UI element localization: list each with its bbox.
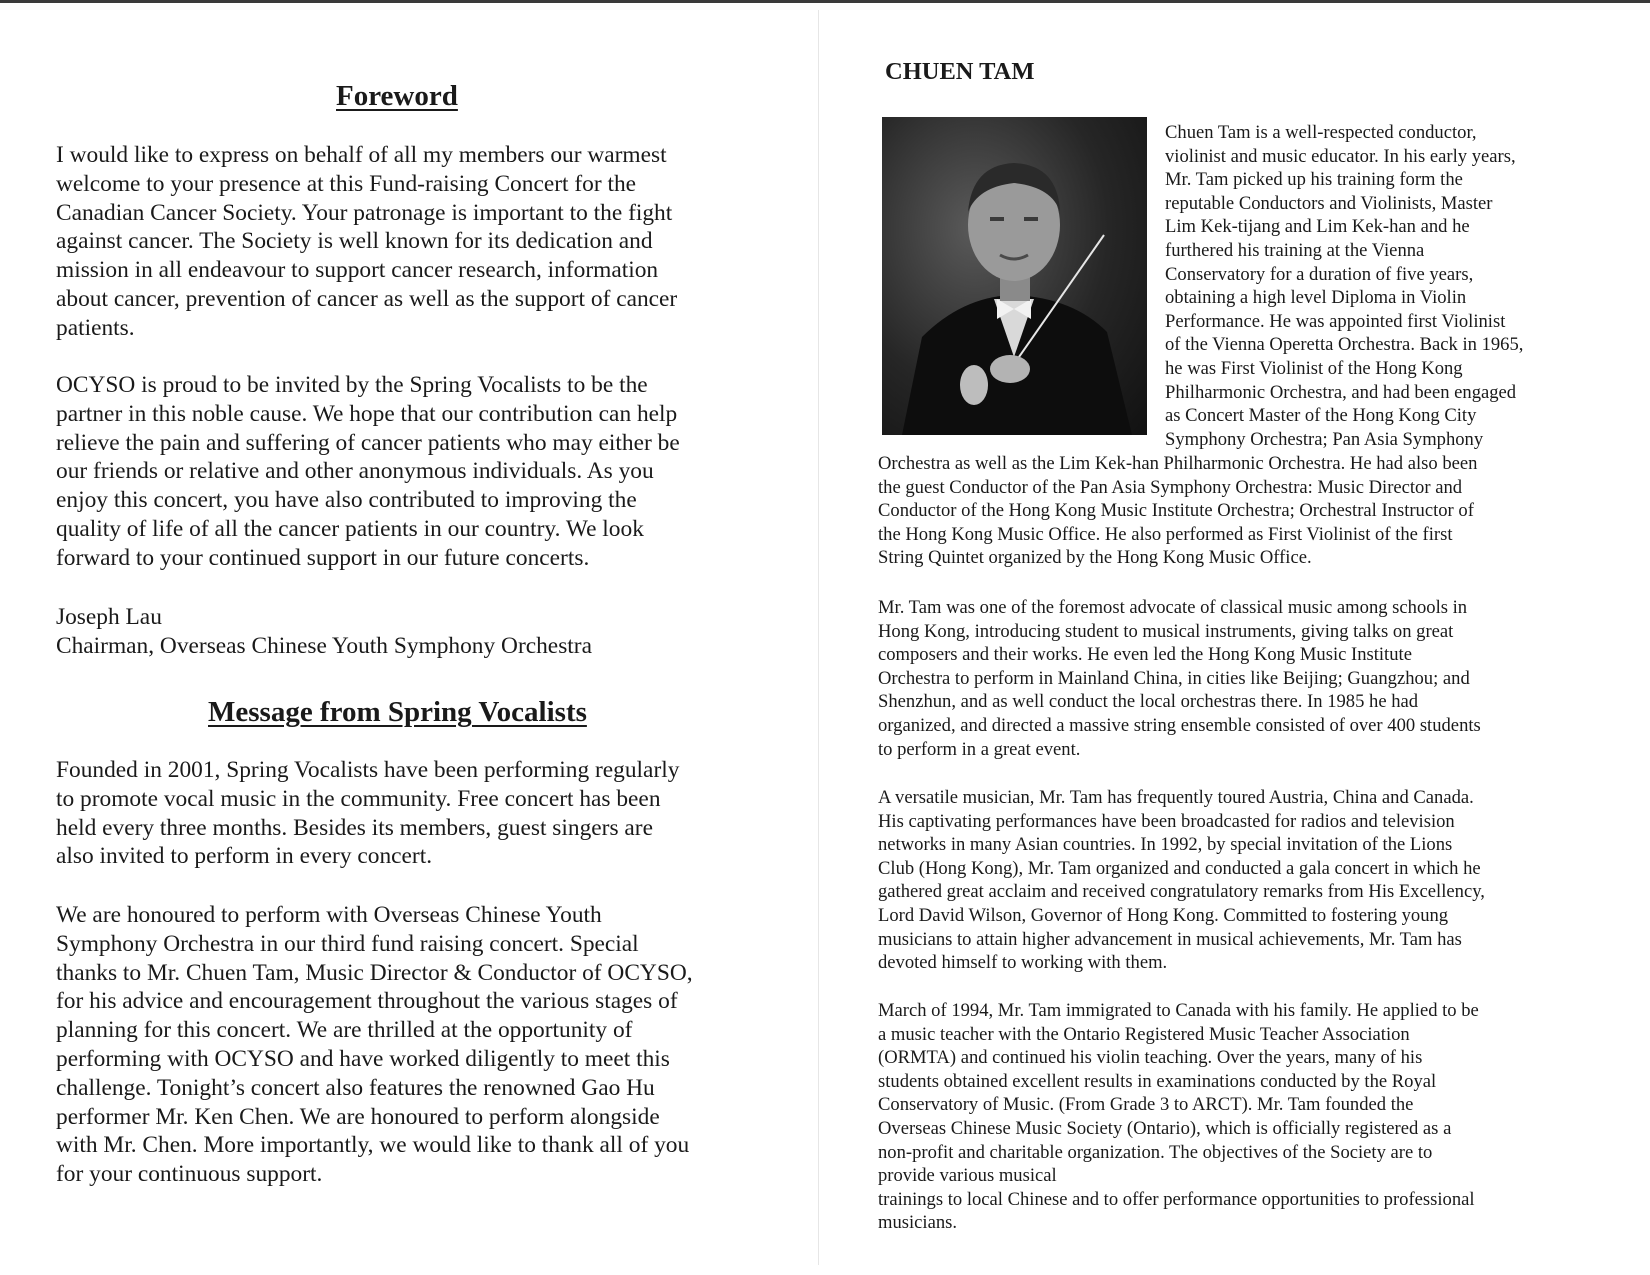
- bio-intro-continuation: Orchestra as well as the Lim Kek-han Philharmonic Orchestra. He had also been the guest Conductor of the Pan Asia Symphony Orchestra: Music Director and Conductor of the Hong Kong Music Institute Orchestra; Orchestral Instructor of the Hong Kong Music Office. He also performed as First Violinist of the first String Quintet organized by the Hong Kong Music Office.: [878, 453, 1478, 569]
- bio-paragraph: March of 1994, Mr. Tam immigrated to Canada with his family. He applied to be a music teacher with the Ontario Registered Music Teacher Association (ORMTA) and continued his violin teaching. Over the years, many of his students obtained excellent results in examinations conducted by the Royal Conservatory of Music. (From Grade 3 to ARCT). Mr. Tam founded the Overseas Chinese Music Society (Ontario), which is officially registered as a non-profit and charitable organization. The objectives of the Society are to provide various musical trainings to local Chinese and to offer performance opportunities to professional musicians.: [878, 1000, 1479, 1234]
- message-heading: Message from Spring Vocalists: [208, 696, 587, 728]
- message-paragraph: We are honoured to perform with Overseas Chinese Youth Symphony Orchestra in our third fund raising concert. Special thanks to Mr. Chuen Tam, Music Director & Conductor of OCYSO, for his advice and encouragement throughout the various stages of planning for this concert. We are thrilled at the opportunity of performing with OCYSO and have worked diligently to meet this challenge. Tonight’s concert also features the renowned Gao Hu performer Mr. Ken Chen. We are honoured to perform alongside with Mr. Chen. More importantly, we would like to thank all of you for your continuous support.: [56, 902, 693, 1188]
- conductor-photo: [882, 117, 1147, 435]
- left-page: [0, 0, 815, 1275]
- foreword-paragraph: OCYSO is proud to be invited by the Spring Vocalists to be the partner in this noble cause. We hope that our contribution can help relieve the pain and suffering of cancer patients who may either be our friends or relative and other anonymous individuals. As you enjoy this concert, you have also contributed to improving the quality of life of all the cancer patients in our country. We look forward to your continued support in our future concerts.: [56, 372, 680, 571]
- bio-name-heading: CHUEN TAM: [885, 58, 1035, 85]
- foreword-heading: Foreword: [336, 80, 458, 112]
- foreword-paragraph: I would like to express on behalf of all my members our warmest welcome to your presence at this Fund-raising Concert for the Canadian Cancer Society. Your patronage is important to the fight against cancer. The Society is well known for its dedication and mission in all endeavour to support cancer research, information about cancer, prevention of cancer as well as the support of cancer patients.: [56, 142, 678, 341]
- bio-intro-paragraph: Chuen Tam is a well-respected conductor, violinist and music educator. In his early years, Mr. Tam picked up his training form the reputable Conductors and Violinists, Master Lim Kek-tijang and Lim Kek-han and he furthered his training at the Vienna Conservatory for a duration of five years, obtaining a high level Diploma in Violin Performance. He was appointed first Violinist of the Vienna Operetta Orchestra. Back in 1965, he was First Violinist of the Hong Kong Philharmonic Orchestra, and had been engaged as Concert Master of the Hong Kong City Symphony Orchestra; Pan Asia Symphony: [1165, 122, 1524, 450]
- signature-name: Joseph Lau: [56, 604, 162, 630]
- message-paragraph: Founded in 2001, Spring Vocalists have been performing regularly to promote vocal music in the community. Free concert has been held every three months. Besides its members, guest singers are also invited to perform in every concert.: [56, 757, 680, 870]
- signature-title: Chairman, Overseas Chinese Youth Symphony Orchestra: [56, 633, 592, 659]
- bio-paragraph: Mr. Tam was one of the foremost advocate of classical music among schools in Hong Kong, introducing student to musical instruments, giving talks on great composers and their works. He even led the Hong Kong Music Institute Orchestra to perform in Mainland China, in cities like Beijing; Guangzhou; and Shenzhun, and as well conduct the local orchestras there. In 1985 he had organized, and directed a massive string ensemble consisted of over 400 students to perform in a great event.: [878, 597, 1481, 760]
- bio-paragraph: A versatile musician, Mr. Tam has frequently toured Austria, China and Canada. His captivating performances have been broadcasted for radios and television networks in many Asian countries. In 1992, by special invitation of the Lions Club (Hong Kong), Mr. Tam organized and conducted a gala concert in which he gathered great acclaim and received congratulatory remarks from His Excellency, Lord David Wilson, Governor of Hong Kong. Committed to fostering young musicians to attain higher advancement in musical achievements, Mr. Tam has devoted himself to working with them.: [878, 787, 1485, 974]
